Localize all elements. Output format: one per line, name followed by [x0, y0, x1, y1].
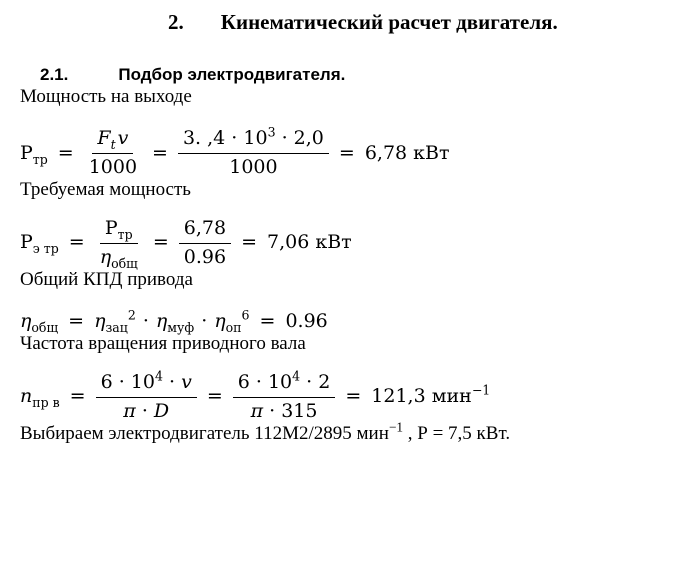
fraction-numeric [178, 125, 329, 179]
math-exponent: −1 [388, 419, 404, 435]
equals-sign: = [345, 385, 362, 408]
math-exponent: 6 [241, 308, 250, 324]
math-number: 3. ,4 · 10 [182, 127, 268, 150]
math-term [214, 308, 250, 336]
fraction-numerator: 6,78 [179, 218, 231, 244]
paragraph-shaft-speed: Частота вращения приводного вала [20, 333, 306, 355]
fraction-denominator: 1000 [229, 156, 278, 179]
math-subscript: э тр [32, 241, 59, 257]
fraction-symbolic [95, 218, 143, 269]
math-number: · 2,0 [275, 127, 324, 150]
equals-sign: = [241, 231, 257, 254]
equals-sign: = [152, 141, 168, 164]
math-term [155, 310, 195, 336]
math-subscript: оп [225, 320, 242, 336]
math-subscript: тр [117, 226, 133, 242]
chapter-title: Кинематический расчет двигателя. [220, 10, 558, 34]
math-variable: F [97, 127, 111, 150]
paragraph-motor-selection [20, 419, 674, 446]
paragraph-total-efficiency: Общий КПД привода [20, 268, 193, 290]
math-number: 6 · 10 [237, 370, 293, 393]
math-variable: D [153, 399, 170, 422]
formula-result: 6,78 кВт [364, 141, 450, 164]
math-subscript: тр [32, 151, 48, 167]
math-lhs [20, 143, 48, 165]
section-heading [40, 65, 674, 85]
formula-output-power [20, 125, 674, 179]
fraction-numerator [178, 125, 329, 154]
multiplication-dot: · [162, 370, 182, 393]
fraction-numeric [233, 368, 336, 423]
math-variable: π [250, 399, 264, 422]
math-symbol: Р [20, 231, 33, 254]
math-subscript: пр в [32, 395, 60, 411]
equals-sign: = [68, 231, 85, 254]
fraction-symbolic [96, 368, 197, 423]
math-exponent: 3 [267, 125, 276, 141]
math-term [94, 308, 136, 336]
fraction-numerator [96, 368, 197, 398]
math-symbol: Р [20, 141, 33, 164]
formula-result: 7,06 кВт [266, 231, 352, 254]
equals-sign: = [152, 231, 169, 254]
fraction-denominator [95, 244, 143, 269]
chapter-heading [168, 10, 674, 35]
multiplication-dot: · [201, 310, 208, 333]
fraction-numerator [100, 218, 138, 244]
closing-text: , Р = 7,5 кВт. [403, 422, 511, 444]
fraction-denominator [118, 398, 174, 423]
math-subscript: общ [111, 255, 138, 271]
math-exponent: 4 [154, 368, 163, 384]
math-subscript: общ [31, 320, 59, 336]
math-variable: π [123, 399, 136, 422]
multiplication-dot: · [142, 310, 149, 333]
math-variable: η [20, 310, 32, 333]
formula-result: 0.96 [285, 310, 328, 333]
math-variable: η [99, 245, 112, 268]
math-exponent: 2 [127, 308, 136, 324]
fraction-numerator [92, 128, 133, 154]
math-subscript: муф [167, 320, 195, 336]
fraction-symbolic [84, 128, 142, 179]
paragraph-required-power: Требуемая мощность [20, 179, 191, 201]
math-exponent: −1 [471, 383, 491, 399]
fraction-numeric [179, 218, 231, 269]
chapter-number: 2. [168, 10, 184, 34]
equals-sign: = [57, 141, 74, 164]
fraction-denominator: 0.96 [183, 245, 227, 268]
equals-sign: = [338, 141, 355, 164]
section-title: Подбор электродвигателя. [118, 65, 346, 85]
math-variable: η [94, 310, 106, 333]
math-variable: v [117, 127, 129, 150]
math-lhs [20, 310, 59, 336]
fraction-denominator [246, 398, 323, 423]
equals-sign: = [69, 385, 86, 408]
formula-shaft-speed [20, 368, 674, 423]
equals-sign: = [206, 385, 223, 408]
formula-required-power [20, 218, 674, 269]
formula-total-efficiency [20, 308, 674, 336]
closing-text: Выбираем электродвигатель 112М2/2895 мин [20, 422, 389, 444]
math-subscript: зац [105, 320, 128, 336]
equals-sign: = [259, 310, 276, 333]
math-variable: n [20, 385, 33, 408]
math-variable: η [155, 310, 168, 333]
math-number: 121,3 мин [371, 385, 472, 408]
fraction-denominator: 1000 [88, 156, 138, 179]
math-variable: η [214, 310, 226, 333]
math-subscript: t [110, 137, 116, 153]
section-number: 2.1. [40, 65, 69, 85]
equals-sign: = [68, 310, 85, 333]
math-number: · 2 [300, 370, 331, 393]
math-number: 6 · 10 [100, 370, 155, 393]
fraction-numerator [233, 368, 336, 398]
formula-result [371, 383, 491, 408]
math-lhs [20, 231, 59, 257]
math-variable: v [181, 370, 192, 393]
paragraph-output-power: Мощность на выходе [20, 85, 192, 107]
math-lhs [20, 385, 60, 411]
math-exponent: 4 [292, 368, 301, 384]
multiplication-dot: · [135, 399, 154, 422]
math-number: · 315 [263, 399, 318, 422]
math-symbol: Р [104, 216, 118, 239]
